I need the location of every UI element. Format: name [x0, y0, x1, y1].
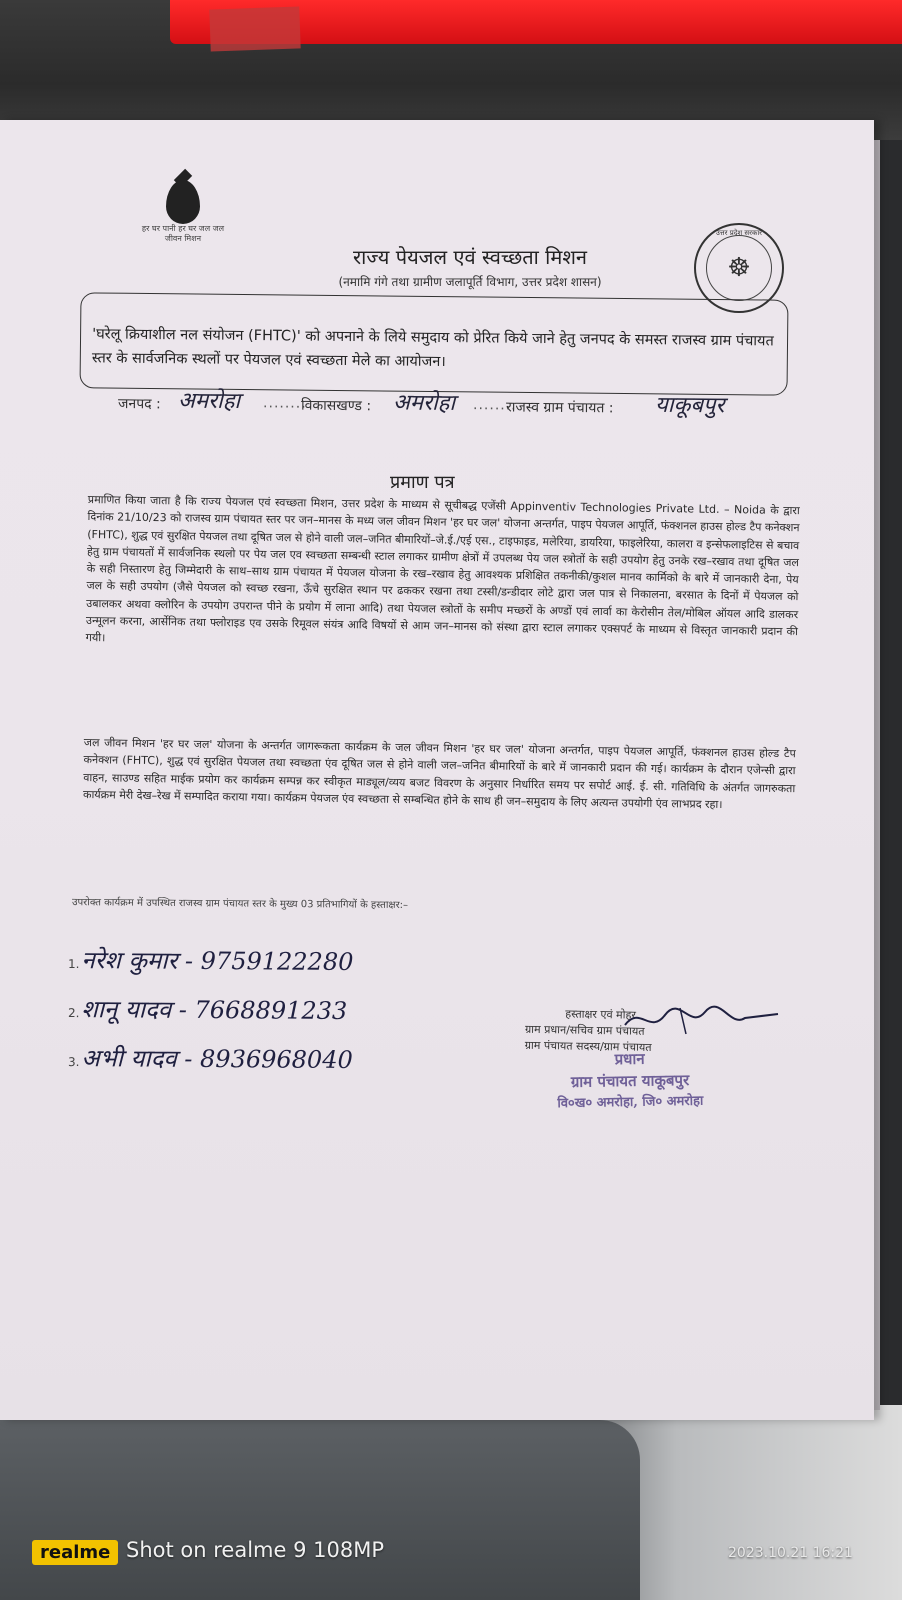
attendee-entry [68, 1041, 353, 1076]
attendees-heading: उपरोक्त कार्यक्रम में उपस्थित राजस्व ग्राम पंचायत स्तर के मुख्य 03 प्रतिभागियों के हस्ताक्षर:– [71, 897, 409, 912]
district-value: अमरोहा [177, 388, 241, 415]
attendee-name-phone: नरेश कुमार - 9759122280 [81, 946, 354, 976]
red-folder-edge [209, 6, 300, 51]
camera-watermark: Shot on realme 9 108MP [126, 1538, 384, 1562]
signature-line-3: ग्राम पंचायत सदस्य/ग्राम पंचायत [524, 1038, 652, 1054]
block-label: विकासखण्ड : [300, 397, 372, 415]
signature-line-2: ग्राम प्रधान/सचिव ग्राम पंचायत [524, 1022, 645, 1038]
handwritten-signature [620, 1000, 780, 1040]
attendee-number: 1. [67, 957, 80, 972]
attendee-name-phone: अभी यादव - 8936968040 [81, 1044, 353, 1074]
subject-text: 'घरेलू क्रियाशील नल संयोजन (FHTC)' को अपनाने के लिये समुदाय को प्रेरित किये जाने हेतु जनपद के समस्त राजस्व ग्राम पंचायत स्तर के सार्वजनिक स्थलों पर पेयजल एवं स्वच्छता मेले का आयोजन। [91, 326, 774, 371]
emblem-icon: ☸ [706, 235, 772, 301]
seal-text: उत्तर प्रदेश सरकार [715, 229, 763, 237]
stamp-line-2: ग्राम पंचायत याकूबपुर [570, 1070, 690, 1092]
attendee-entry [68, 943, 354, 978]
district-label: जनपद : [117, 396, 161, 413]
panchayat-value: याकूबपुर [654, 392, 725, 419]
attendee-number: 3. [67, 1055, 80, 1070]
stamp-line-1: प्रधान [614, 1049, 645, 1069]
certificate-title: प्रमाण पत्र [390, 472, 455, 493]
water-drop-icon [166, 180, 200, 224]
location-fields [118, 390, 798, 436]
camera-brand-badge: realme [32, 1540, 118, 1565]
stamp-line-3: वि०ख० अमरोहा, जि० अमरोहा [557, 1093, 704, 1112]
certificate-paragraph-2: जल जीवन मिशन 'हर घर जल' योजना के अन्तर्गत जागरूकता कार्यक्रम के जल जीवन मिशन 'हर घर जल' योजना अन्तर्गत, पाइप पेयजल आपूर्ति, फंक्शनल हाउस होल्ड टैप कनेक्शन (FHTC), शुद्ध एवं सुरक्षित पेयजल तथा स्वच्छता एंव दूषित जल से होने वाली जल–जनित बीमारियों के बारे में जानकारी प्रदान की गई। कार्यक्रम के दौरान एजेन्सी द्वारा वाहन, साउण्ड सहित माईक प्रयोग कर कार्यक्रम सम्पन्न कर स्वीकृत माड्यूल/व्यय बजट विवरण के अनुसार निर्धारित समय पर सपोर्ट आई. ई. सी. गतिविधि के अंतर्गत जागरुकता कार्यक्रम मेरी देख–रेख में सम्पादित कराया गया। कार्यक्रम पेयजल एंव स्वच्छता से सम्बन्धित होने के साथ ही जन–समुदाय के लिए अत्यन्त उपयोगी एंव लाभप्रद रहा। [82, 735, 796, 811]
page-subtitle: (नमामि गंगे तथा ग्रामीण जलापूर्ति विभाग, उत्तर प्रदेश शासन) [338, 275, 602, 289]
block-dots: ........ [472, 397, 517, 414]
attendee-number: 2. [67, 1006, 80, 1021]
block-value: अमरोहा [392, 390, 456, 416]
logo-tagline: हर घर पानी हर घर जल जल जीवन मिशन [141, 224, 225, 243]
signature-line-1: हस्ताक्षर एवं मोहर [565, 1007, 636, 1022]
attendee-entry [68, 992, 347, 1027]
certificate-paragraph-1: प्रमाणित किया जाता है कि राज्य पेयजल एवं स्वच्छता मिशन, उत्तर प्रदेश के माध्यम से सूचीबद्ध एजेंसी Appinventiv Technologies Private Ltd. – Noida के द्वारा दिनांक 21/10/23 को राजस्व ग्राम पंचायत स्तर पर जन–मानस के मध्य जल जीवन मिशन 'हर घर जल' योजना अन्तर्गत, पाइप पेयजल आपूर्ति, फंक्शनल हाउस होल्ड टैप कनेक्शन (FHTC), शुद्ध एवं सुरक्षित पेयजल तथा दूषित जल से होने वाली जल–जनित बीमारियों–जे.ई./एई एस., टाइफाइड, मलेरिया, डायरिया, फाइलेरिया, कालरा व इन्सेफलाइटिस से बचाव हेतु ग्राम पंचायतों में सार्वजनिक स्थलो पर पेय जल एव स्वच्छता सम्बन्धी स्टाल लगाकर ग्रामीण क्षेत्रों में उपलब्ध पेय जल स्त्रोतों के सही उपयोग हेतु उनके रख–रखाव तथा दूषित जल के सही निस्तारण हेतु जिम्मेदारी के साथ–साथ ग्राम पंचायत में पेयजल योजना के रख–रखाव हेतु आवश्यक प्रशिक्षित तकनीकी/कुशल मानव कार्मिको के बारे में जानकारी देना, पेय जल के सही उपयोग (जैसे पेयजल को स्वच्छ रखना, ऊँचे सुरक्षित स्थान पर ढककर रखना तथा टस्सी/डन्डीदार लोटे द्वारा जल पात्र से निकालना, बरसात के दिनों में पेयजल को उबालकर अथवा क्लोरिन के उपयोग उपरान्त पीने के प्रयोग में लाना आदि) तथा पेयजल स्त्रोतों के समीप मच्छरों के अण्डों एवं लार्वा का केरोसीन तेल/मोबिल ऑयल आदि डालकर उन्मूलन करना, आर्सेनिक तथा फ्लोराइड एव उसके रिमूवल संयंत्र आदि विषयों से आम जन–मानस को संस्था द्वारा स्टाल लगाकर एक्सपर्ट के माध्यम से विस्तृत जानकारी प्रदान की गयी। [85, 492, 800, 645]
district-dots: ........ [263, 395, 307, 412]
cloth-area [0, 1420, 640, 1600]
page-title: राज्य पेयजल एवं स्वच्छता मिशन [352, 245, 588, 269]
panchayat-label: राजस्व ग्राम पंचायत : [505, 399, 614, 417]
attendee-name-phone: शानू यादव - 7668891233 [81, 995, 348, 1025]
pradhan-stamp [529, 1046, 730, 1115]
jal-jeevan-logo [138, 180, 228, 244]
photo-timestamp: 2023.10.21 16:21 [728, 1545, 853, 1561]
